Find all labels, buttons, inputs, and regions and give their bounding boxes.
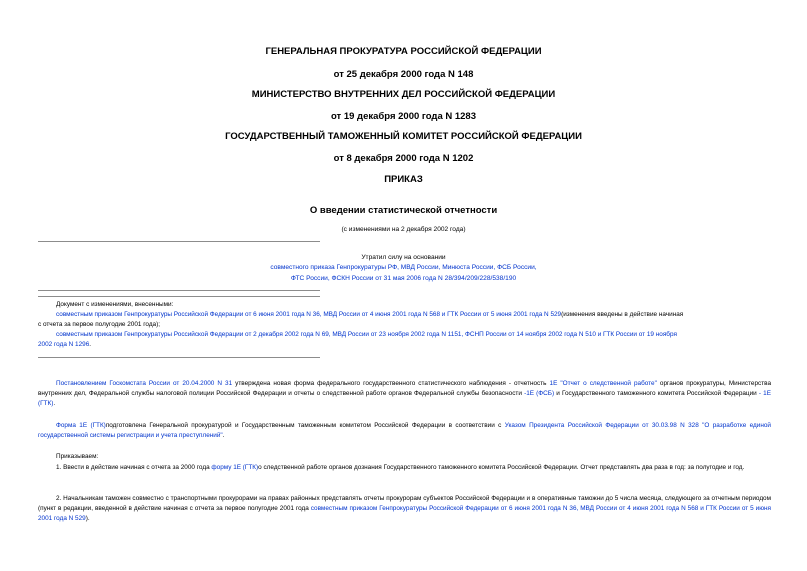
paragraph-order: Приказываем: [56, 453, 99, 460]
text: подготовлена Генеральной прокуратурой и Государственным таможенным комитетом Российской Федерации в соответствии с [105, 422, 505, 429]
revisions-intro: Документ с изменениями, внесенными: [56, 301, 174, 308]
document-subtitle: (с изменениями на 2 декабря 2002 года) [341, 226, 466, 233]
text: ). [85, 515, 90, 522]
punctuation: . [89, 341, 92, 348]
form-1e-fsb-link[interactable]: -1Е (ФСБ) [524, 390, 555, 397]
heading-prosecutor: ГЕНЕРАЛЬНАЯ ПРОКУРАТУРА РОССИЙСКОЙ ФЕДЕРАЦИИ [265, 46, 542, 57]
expired-note: Утратил силу на основании [361, 254, 446, 261]
presidential-decree-link[interactable]: Указом Президента Российской Федерации от 30.03.98 N 328 "О разработке единой государственной системы регистрации и учета преступлений" [38, 422, 771, 439]
paragraph-2 [38, 421, 771, 441]
revision-link-2002-continued[interactable]: 2002 года N 1296 [38, 341, 90, 348]
heading-customs-committee: ГОСУДАРСТВЕННЫЙ ТАМОЖЕННЫЙ КОМИТЕТ РОССИЙСКОЙ ФЕДЕРАЦИИ [225, 131, 582, 142]
document-title: О введении статистической отчетности [309, 205, 498, 216]
form-1e-link[interactable]: 1Е "Отчет о следственной работе" [549, 380, 657, 387]
heading-interior-ministry-date: от 19 декабря 2000 года N 1283 [330, 111, 476, 122]
revision-note-continued: с отчета за первое полугодие 2001 года); [38, 321, 161, 328]
heading-prosecutor-date: от 25 декабря 2000 года N 148 [333, 69, 474, 80]
form-1e-gtk-link[interactable]: - 1Е (ГТК) [38, 390, 771, 407]
text: утверждена новая форма федерального государственного статистического наблюдения - отчетность [232, 380, 550, 387]
text: 1. Ввести в действие начиная с отчета за 2000 года [56, 464, 212, 471]
divider [38, 357, 320, 358]
goskomstat-resolution-link[interactable]: Постановлением Госкомстата России от 20.04.2000 N 31 [56, 380, 233, 387]
text: 2. Начальникам таможен совместно с транспортными прокурорами на правах районных представлять отчеты прокурорам субъектов Российской Федерации и в оперативные таможни до 5 числа месяца, следующего за отчетным периодом (пункт в редакции, введенной в действие начиная с отчета за первое полугодие 2001 года [38, 495, 771, 512]
paragraph-item-2 [38, 494, 771, 524]
revision-note: (изменения введены в действие начиная [561, 311, 684, 318]
text: органов прокуратуры, Министерства внутренних дел, Федеральной службы налоговой полиции Российской Федерации и отчеты о следственной работе органов Федеральной службы безопасности [38, 380, 771, 397]
revision-link-2002[interactable]: совместным приказом Генпрокуратуры Российской Федерации от 2 декабря 2002 года N 69, МВД России от 23 ноября 2002 года N 1151, ФСНП России от 14 ноября 2002 года N 510 и ГТК России от 19 ноября [56, 331, 677, 338]
heading-customs-committee-date: от 8 декабря 2000 года N 1202 [333, 153, 474, 164]
paragraph-1 [38, 379, 771, 409]
text: о следственной работе органов дознания Государственного таможенного комитета Российской Федерации. Отчет представлять два раза в год: за полугодие и год. [258, 464, 745, 471]
text: . [53, 400, 56, 407]
text: и Государственного таможенного комитета Российской Федерации [554, 390, 759, 397]
expired-link-1[interactable]: совместного приказа Генпрокуратуры РФ, МВД России, Минюста России, ФСБ России, [270, 264, 537, 271]
heading-interior-ministry: МИНИСТЕРСТВО ВНУТРЕННИХ ДЕЛ РОССИЙСКОЙ ФЕДЕРАЦИИ [251, 89, 556, 100]
divider [38, 241, 320, 242]
paragraph-item-1 [38, 463, 771, 473]
heading-order: ПРИКАЗ [384, 174, 423, 185]
form-1e-gtk-link[interactable]: форму 1Е (ГТК) [211, 464, 259, 471]
revision-link-2001[interactable]: совместным приказом Генпрокуратуры Российской Федерации от 6 июня 2001 года N 36, МВД России от 4 июня 2001 года N 568 и ГТК России от 5 июня 2001 года N 529 [56, 311, 562, 318]
divider [38, 290, 320, 291]
expired-link-2[interactable]: ФТС России, ФСКН России от 31 мая 2006 года N 28/394/209/228/538/190 [290, 275, 517, 282]
divider [38, 296, 320, 297]
joint-order-2001-link[interactable]: совместным приказом Генпрокуратуры Российской Федерации от 6 июня 2001 года N 36, МВД России от 4 июня 2001 года N 568 и ГТК России от 5 июня 2001 года N 529 [38, 505, 771, 522]
form-1e-gtk-link[interactable]: Форма 1Е (ГТК) [56, 422, 106, 429]
text: . [222, 432, 225, 439]
revisions-block [38, 300, 771, 350]
